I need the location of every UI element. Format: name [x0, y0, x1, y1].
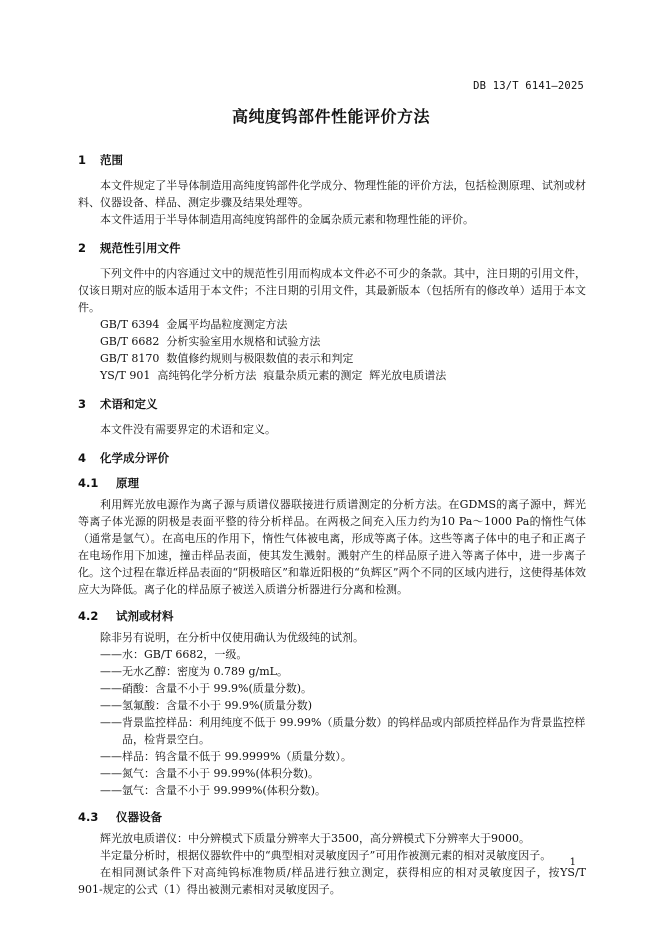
- paragraph: 半定量分析时，根据仪器软件中的“典型相对灵敏度因子”可用作被测元素的相对灵敏度因子。: [100, 849, 552, 862]
- list-item: ——样品：钨含量不低于 99.9999%（质量分数）。: [100, 750, 352, 763]
- subsection-heading-instruments: [78, 809, 586, 826]
- page-number: 1: [569, 857, 576, 868]
- section-title: 范围: [100, 153, 123, 167]
- list-item: ——硝酸：含量不小于 99.9%(质量分数)。: [100, 682, 313, 695]
- section-title: 规范性引用文件: [100, 241, 181, 255]
- reference-item: GB/T 6394 金属平均晶粒度测定方法: [100, 318, 288, 331]
- paragraph: 辉光放电质谱仪：中分辨模式下质量分辨率大于3500，高分辨模式下分辨率大于9000。: [100, 832, 530, 845]
- reference-item: GB/T 8170 数值修约规则与极限数值的表示和判定: [100, 352, 354, 365]
- section-number: 3: [78, 397, 87, 411]
- section-title: 术语和定义: [100, 397, 158, 411]
- list-item: ——水：GB/T 6682，一级。: [100, 648, 248, 661]
- list-item: ——氮气：含量不小于 99.99%(体积分数)。: [100, 767, 320, 780]
- document-code: DB 13/T 6141—2025: [473, 80, 584, 92]
- subsection-title: 试剂或材料: [116, 609, 174, 623]
- subsection-heading-principle: [78, 475, 586, 492]
- subsection-number: 4.1: [78, 476, 99, 490]
- reference-item: YS/T 901 高纯钨化学分析方法 痕量杂质元素的测定 辉光放电质谱法: [100, 369, 447, 382]
- document-body: [78, 152, 586, 898]
- section-heading-chemical-composition: [78, 450, 586, 467]
- list-item: ——背景监控样品：利用纯度不低于 99.99%（质量分数）的钨样品或内部质控样品作为背景监控样品，检背景空白。: [100, 716, 586, 746]
- subsection-number: 4.2: [78, 609, 99, 623]
- paragraph: 下列文件中的内容通过文中的规范性引用而构成本文件必不可少的条款。其中，注日期的引用文件，仅该日期对应的版本适用于本文件；不注日期的引用文件，其最新版本（包括所有的修改单）适用于本文件。: [78, 267, 586, 314]
- paragraph: 本文件规定了半导体制造用高纯度钨部件化学成分、物理性能的评价方法，包括检测原理、试剂或材料、仪器设备、样品、测定步骤及结果处理等。: [78, 179, 586, 209]
- document-title: 高纯度钨部件性能评价方法: [231, 107, 430, 126]
- paragraph: 利用辉光放电源作为离子源与质谱仪器联接进行质谱测定的分析方法。在GDMS的离子源中，辉光等离子体光源的阴极是表面平整的待分析样品。在两极之间充入压力约为10 Pa～1000 Pa的惰性气体（通常是氩气）。在高电压的作用下，惰性气体被电离，形成等离子体。这些等离子体中的电子和正离子在电场作用下加速，撞击样品表面，使其发生溅射。溅射产生的样品原子进入等离子体中，进一步离子化。这个过程在靠近样品表面的“阴极暗区”和靠近阳极的“负辉区”两个不同的区域内进行，这使得基体效应大为降低。离子化的样品原子被送入质谱分析器进行分离和检测。: [78, 498, 586, 596]
- subsection-heading-reagents: [78, 608, 586, 625]
- section-heading-scope: [78, 152, 586, 169]
- section-number: 4: [78, 451, 87, 465]
- section-heading-normative-references: [78, 240, 586, 257]
- section-number: 2: [78, 241, 87, 255]
- list-item: ——氩气：含量不小于 99.999%(体积分数)。: [100, 784, 327, 797]
- subsection-title: 仪器设备: [116, 810, 162, 824]
- reference-item: GB/T 6682 分析实验室用水规格和试验方法: [100, 335, 321, 348]
- list-item: ——氢氟酸：含量不小于 99.9%(质量分数): [100, 699, 313, 712]
- paragraph: 本文件适用于半导体制造用高纯度钨部件的金属杂质元素和物理性能的评价。: [100, 213, 474, 226]
- paragraph: 除非另有说明，在分析中仅使用确认为优级纯的试剂。: [100, 631, 364, 644]
- section-heading-terms: [78, 396, 586, 413]
- paragraph: 在相同测试条件下对高纯钨标准物质/样品进行独立测定，获得相应的相对灵敏度因子，按YS/T 901-规定的公式（1）得出被测元素相对灵敏度因子。: [78, 866, 586, 896]
- subsection-title: 原理: [116, 476, 139, 490]
- list-item: ——无水乙醇：密度为 0.789 g/mL。: [100, 665, 288, 678]
- subsection-number: 4.3: [78, 810, 99, 824]
- section-title: 化学成分评价: [100, 451, 169, 465]
- paragraph: 本文件没有需要界定的术语和定义。: [100, 423, 276, 436]
- section-number: 1: [78, 153, 87, 167]
